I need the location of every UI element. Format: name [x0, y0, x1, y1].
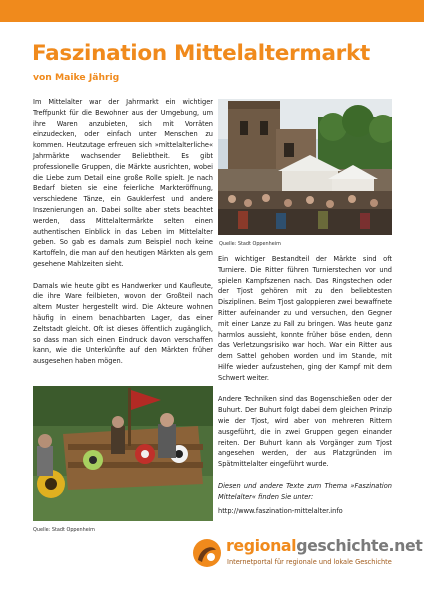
top-accent-bar [0, 0, 424, 22]
brand-tagline: Internetportal für regionale und lokale Geschichte [227, 558, 392, 566]
left-column [33, 97, 213, 378]
regionalgeschichte-logo-icon [192, 538, 222, 568]
paragraph-techniques: Andere Techniken sind das Bogenschießen oder der Buhurt. Der Buhurt folgt dabei dem gleichen Prinzip wie der Tjost, wird aber von mehreren Rittern ausgeführt, die in zwei Gruppen gegen einander reiten. Der Buhurt kann als Vorgänger zum Tjost angesehen werden, der aus Platzgründen im Spätmittelalter eingeführt wurde. [218, 394, 392, 469]
market-photo [218, 99, 392, 235]
paragraph-craftsmen: Damals wie heute gibt es Handwerker und Kaufleute, die ihre Ware feilbieten, wovon der Großteil nach altem Muster hergestellt wird. Die Akteure wohnen häufig in einem benachbarten Lager, das einer Zeltstadt gleicht. Oft ist dieses öffentlich zugänglich, so dass man sich einen Eindruck davon verschaffen kann, wie die Unterkünfte auf den Märkten früher ausgesehen haben mögen. [33, 280, 213, 366]
right-column [218, 254, 392, 528]
market-photo-caption: Quelle: Stadt Oppenheim [219, 241, 281, 247]
author-byline: von Maike Jährig [33, 72, 120, 83]
brand-name[interactable] [226, 536, 422, 555]
paragraph-intro: Im Mittelalter war der Jahrmarkt ein wichtiger Treffpunkt für die Bewohner aus der Umgebung, um ihre Waren anzubieten, sich mit Vorräten einzudecken, oder einfach unter Menschen zu kommen. Heutzutage erfreuen sich »mittelalterliche« Jahrmärkte wachsender Beliebtheit. Es gibt professionelle Gruppen, die Märkte ausrichten, wobei die Liebe zum Detail eine große Rolle spielt. Je nach Bedarf bieten sie eine feierliche Markteröffnung, verschiedene Tänze, ein Gauklerfest und andere Inszenierungen an. Dabei sollte aber stets beachtet werden, dass Mittelaltermärkte selten einen authentischen Einblick in das Leben im Mittelalter geben. So gab es damals zum Beispiel noch keine Kartoffeln, die man auf den heutigen Märkten als gern gesehene Mahlzeiten sieht. [33, 97, 213, 268]
page-title: Faszination Mittelaltermarkt [32, 41, 370, 66]
boat-photo-caption: Quelle: Stadt Oppenheim [33, 527, 95, 533]
paragraph-tournaments: Ein wichtiger Bestandteil der Märkte sind oft Turniere. Die Ritter führen Turnierstechen vor und spielen Kampfszenen nach. Das Ringstechen oder der Tjost gehören mit zu den beliebtesten Disziplinen. Beim Tjost galoppieren zwei bewaffnete Ritter aufeinander zu und versuchen, den Gegner mit einer Lanze zu Fall zu bringen. Was heute ganz harmlos aussieht, konnte früher böse enden, denn das Verletzungsrisiko war hoch. War ein Ritter aus dem Sattel gehoben worden und im Stande, mit Hilfe wieder aufzustehen, ging der Kampf mit dem Schwert weiter. [218, 254, 392, 382]
more-info-url[interactable]: http://www.faszination-mittelalter.info [218, 506, 343, 516]
more-info-note: Diesen und andere Texte zum Thema »Faszination Mittelalter« finden Sie unter: [218, 480, 392, 501]
brand-name-regional: regional [226, 536, 297, 555]
brand-name-geschichte: geschichte.net [296, 536, 423, 555]
boat-photo [33, 386, 213, 521]
